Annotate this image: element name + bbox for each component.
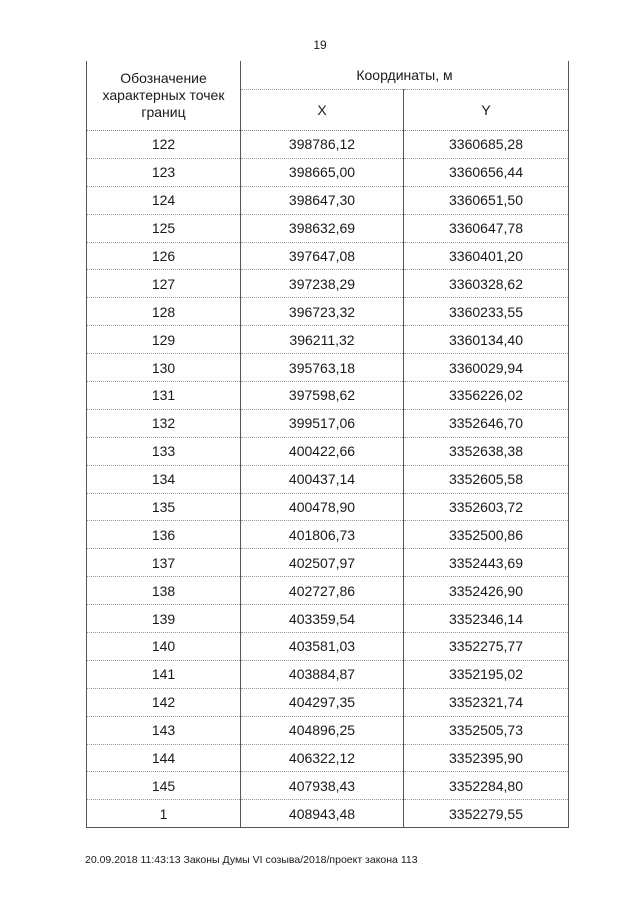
x-cell: 406322,12 [241, 744, 404, 772]
x-cell: 400422,66 [241, 437, 404, 465]
table-row [87, 716, 569, 744]
y-cell: 3360656,44 [404, 158, 569, 186]
x-cell: 398665,00 [241, 158, 404, 186]
x-cell: 398632,69 [241, 214, 404, 242]
y-cell: 3360233,55 [404, 298, 569, 326]
x-cell: 395763,18 [241, 354, 404, 382]
point-cell: 132 [87, 409, 241, 437]
x-cell: 398647,30 [241, 186, 404, 214]
table-row [87, 270, 569, 298]
x-cell: 400478,90 [241, 493, 404, 521]
y-cell: 3352279,55 [404, 800, 569, 828]
y-cell: 3360401,20 [404, 242, 569, 270]
point-cell: 139 [87, 605, 241, 633]
point-cell: 138 [87, 577, 241, 605]
x-cell: 404896,25 [241, 716, 404, 744]
table-row [87, 772, 569, 800]
table-row [87, 633, 569, 661]
x-cell: 402507,97 [241, 549, 404, 577]
points-header: Обозначение характерных точек границ [87, 61, 241, 131]
table-row [87, 131, 569, 159]
y-cell: 3360647,78 [404, 214, 569, 242]
point-cell: 128 [87, 298, 241, 326]
y-cell: 3360328,62 [404, 270, 569, 298]
y-cell: 3352321,74 [404, 688, 569, 716]
y-cell: 3352603,72 [404, 493, 569, 521]
y-cell: 3352605,58 [404, 465, 569, 493]
point-cell: 127 [87, 270, 241, 298]
table-row [87, 800, 569, 828]
table-row [87, 326, 569, 354]
y-header: Y [404, 90, 569, 131]
point-cell: 122 [87, 131, 241, 159]
point-cell: 140 [87, 633, 241, 661]
y-cell: 3352426,90 [404, 577, 569, 605]
page-number: 19 [313, 38, 327, 52]
x-cell: 400437,14 [241, 465, 404, 493]
table-row [87, 688, 569, 716]
y-cell: 3360029,94 [404, 354, 569, 382]
table-row [87, 744, 569, 772]
point-cell: 134 [87, 465, 241, 493]
y-cell: 3352500,86 [404, 521, 569, 549]
table-row [87, 158, 569, 186]
x-cell: 401806,73 [241, 521, 404, 549]
footer-note: 20.09.2018 11:43:13 Законы Думы VI созыва/2018/проект закона 113 [85, 854, 418, 866]
y-cell: 3356226,02 [404, 382, 569, 410]
point-cell: 137 [87, 549, 241, 577]
table-row [87, 521, 569, 549]
y-cell: 3360134,40 [404, 326, 569, 354]
y-cell: 3352638,38 [404, 437, 569, 465]
point-cell: 142 [87, 688, 241, 716]
x-cell: 408943,48 [241, 800, 404, 828]
x-cell: 403884,87 [241, 660, 404, 688]
point-cell: 141 [87, 660, 241, 688]
point-cell: 125 [87, 214, 241, 242]
point-cell: 1 [87, 800, 241, 828]
y-cell: 3360651,50 [404, 186, 569, 214]
x-header: X [241, 90, 404, 131]
table-row [87, 242, 569, 270]
coordinates-table [86, 61, 569, 828]
y-cell: 3352395,90 [404, 744, 569, 772]
table-row [87, 382, 569, 410]
x-cell: 397598,62 [241, 382, 404, 410]
point-cell: 131 [87, 382, 241, 410]
point-cell: 145 [87, 772, 241, 800]
point-cell: 130 [87, 354, 241, 382]
point-cell: 129 [87, 326, 241, 354]
table-row [87, 214, 569, 242]
point-cell: 133 [87, 437, 241, 465]
table-body [87, 131, 569, 828]
point-cell: 126 [87, 242, 241, 270]
x-cell: 404297,35 [241, 688, 404, 716]
x-cell: 399517,06 [241, 409, 404, 437]
table-row [87, 493, 569, 521]
x-cell: 397647,08 [241, 242, 404, 270]
y-cell: 3352505,73 [404, 716, 569, 744]
point-cell: 124 [87, 186, 241, 214]
x-cell: 403359,54 [241, 605, 404, 633]
y-cell: 3352443,69 [404, 549, 569, 577]
x-cell: 396723,32 [241, 298, 404, 326]
point-cell: 123 [87, 158, 241, 186]
point-cell: 143 [87, 716, 241, 744]
y-cell: 3352284,80 [404, 772, 569, 800]
x-cell: 402727,86 [241, 577, 404, 605]
y-cell: 3352346,14 [404, 605, 569, 633]
point-cell: 135 [87, 493, 241, 521]
y-cell: 3352195,02 [404, 660, 569, 688]
point-cell: 144 [87, 744, 241, 772]
table-row [87, 409, 569, 437]
coordinates-header: Координаты, м [241, 61, 569, 90]
table-row [87, 577, 569, 605]
y-cell: 3360685,28 [404, 131, 569, 159]
x-cell: 397238,29 [241, 270, 404, 298]
point-cell: 136 [87, 521, 241, 549]
table-row [87, 660, 569, 688]
table-row [87, 549, 569, 577]
x-cell: 396211,32 [241, 326, 404, 354]
x-cell: 398786,12 [241, 131, 404, 159]
y-cell: 3352275,77 [404, 633, 569, 661]
table-row [87, 186, 569, 214]
table-row [87, 354, 569, 382]
table-row [87, 298, 569, 326]
table-row [87, 437, 569, 465]
y-cell: 3352646,70 [404, 409, 569, 437]
x-cell: 403581,03 [241, 633, 404, 661]
table-row [87, 465, 569, 493]
x-cell: 407938,43 [241, 772, 404, 800]
table-row [87, 605, 569, 633]
